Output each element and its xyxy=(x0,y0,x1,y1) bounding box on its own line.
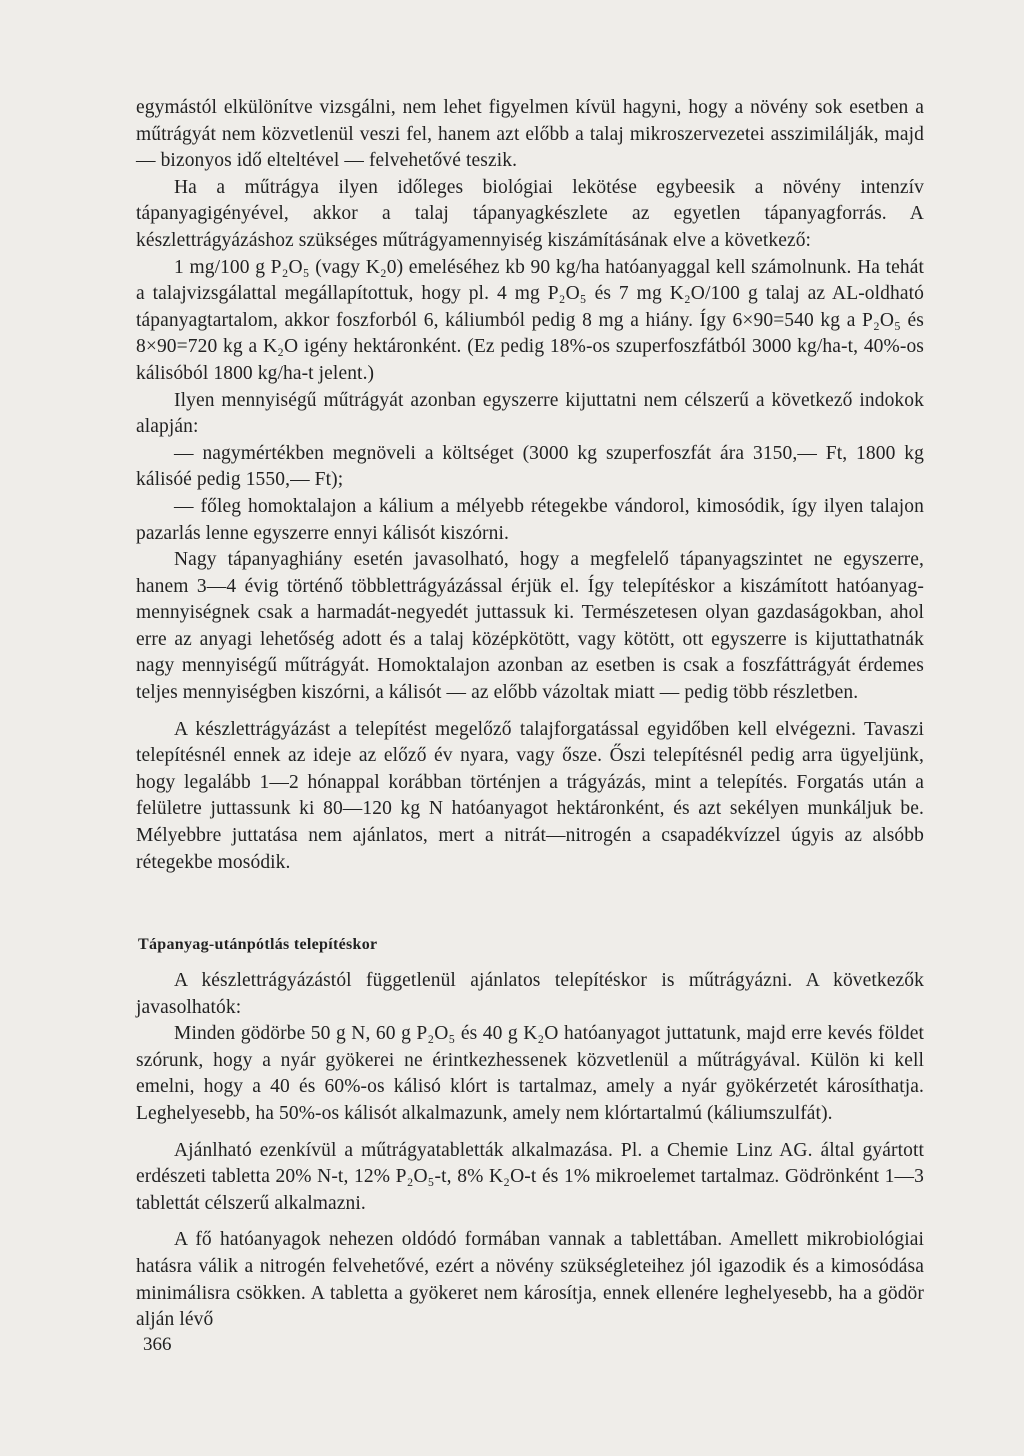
list-item-2: — főleg homoktalajon a kálium a mélyebb rétegekbe vándorol, kimosódik, így ilyen talajon pazarlás lenne egyszerre ennyi kálisót kiszórni. xyxy=(136,495,924,544)
paragraph-4: Ilyen mennyiségű műtrágyát azonban egyszerre kijuttatni nem célszerű a következő indokok alapján: xyxy=(136,389,924,438)
body-text-top xyxy=(136,95,924,876)
section-heading: Tápanyag-utánpótlás telepítéskor xyxy=(138,936,378,953)
paragraph-10: A fő hatóanyagok nehezen oldódó formában vannak a tablettában. Amellett mikrobiológiai hatásra válik a nitrogén felvehetővé, ezért a növény szükségleteihez jól igazodik és a kimosódása minimálisra csökken. A tabletta a gyökeret nem károsítja, ennek ellenére leghelyesebb, ha a gödör alján lévő xyxy=(136,1229,924,1331)
list-item-1: — nagymértékben megnöveli a költséget (3000 kg szuperfoszfát ára 3150,— Ft, 1800 kg kálisóé pedig 1550,— Ft); xyxy=(136,442,924,491)
paragraph-1: egymástól elkülönítve vizsgálni, nem lehet figyelmen kívül hagyni, hogy a növény sok esetben a műtrágyát nem közvetlenül veszi fel, hanem azt előbb a talaj mikroszervezetei asszimilálják, majd — bizonyos idő elteltével — felvehetővé teszik. xyxy=(136,97,924,172)
paragraph-5: Nagy tápanyaghiány esetén javasolható, hogy a megfelelő tápanyagszintet ne egyszerre, hanem 3—4 évig történő többlettrágyázással érjük el. Így telepítéskor a kiszámított hatóanyag-mennyiségnek csak a harmadát-negyedét juttassuk ki. Természetesen olyan gazdaságokban, ahol erre az anyagi lehetőség adott és a talaj középkötött, vagy kötött, ott egyszerre is kijuttathatnák nagy mennyiségű műtrágyát. Homoktalajon azonban az esetben is csak a foszfáttrágyát érdemes teljes mennyiségben kiszórni, a kálisót — az előbb vázoltak miatt — pedig több részletben. xyxy=(136,549,924,704)
paragraph-8: Minden gödörbe 50 g N, 60 g P₂O₅ és 40 g K₂O hatóanyagot juttatunk, majd erre kevés földet szórunk, hogy a nyár gyökerei ne érintkezhessenek közvetlenül a műtrágyával. Külön ki kell emelni, hogy a 40 és 60%-os kálisó klórt is tartalmaz, amely a nyár gyökérzetét károsíthatja. Leghelyesebb, ha 50%-os kálisót alkalmazunk, amely nem klórtartalmú (káliumszulfát). xyxy=(136,1023,924,1124)
paragraph-9: Ajánlható ezenkívül a műtrágyatabletták alkalmazása. Pl. a Chemie Linz AG. által gyártott erdészeti tabletta 20% N-t, 12% P₂O₅-t, 8% K₂O-t és 1% mikroelemet tartalmaz. Gödrönként 1—3 tablettát célszerű alkalmazni. xyxy=(136,1139,924,1214)
paragraph-2: Ha a műtrágya ilyen időleges biológiai lekötése egybeesik a növény intenzív tápanyagigényével, akkor a talaj tápanyagkészlete az egyetlen tápanyagforrás. A készlettrágyázáshoz szükséges műtrágyamennyiség kiszámításának elve a következő: xyxy=(136,176,924,251)
page-number: 366 xyxy=(143,1334,172,1355)
paragraph-3: 1 mg/100 g P₂O₅ (vagy K₂0) emeléséhez kb 90 kg/ha hatóanyaggal kell számolnunk. Ha tehát a talajvizsgálattal megállapítottuk, hogy pl. 4 mg P₂O₅ és 7 mg K₂O/100 g talaj az AL-oldható tápanyagtartalom, akkor foszforból 6, káliumból pedig 8 mg a hiány. Így 6×90=540 kg a P₂O₅ és 8×90=720 kg a K₂O igény hektáronként. (Ez pedig 18%-os szuperfoszfátból 3000 kg/ha-t, 40%-os kálisóból 1800 kg/ha-t jelent.) xyxy=(136,256,924,384)
paragraph-7: A készlettrágyázástól függetlenül ajánlatos telepítéskor is műtrágyázni. A következők javasolhatók: xyxy=(136,970,924,1018)
paragraph-6: A készlettrágyázást a telepítést megelőző talajforgatással egyidőben kell elvégezni. Tavaszi telepítésnél ennek az ideje az előző év nyara, vagy ősze. Őszi telepítésnél pedig arra ügyeljünk, hogy legalább 1—2 hónappal korábban történjen a trágyázás, mint a telepítés. Forgatás után a felületre juttassunk ki 80—120 kg N hatóanyagot hektáronként, és azt sekélyen munkáljuk be. Mélyebbre juttatása nem ajánlatos, mert a nitrát—nitrogén a csapadékvízzel úgyis az alsóbb rétegekbe mosódik. xyxy=(136,718,924,873)
body-text-bottom xyxy=(136,968,924,1334)
